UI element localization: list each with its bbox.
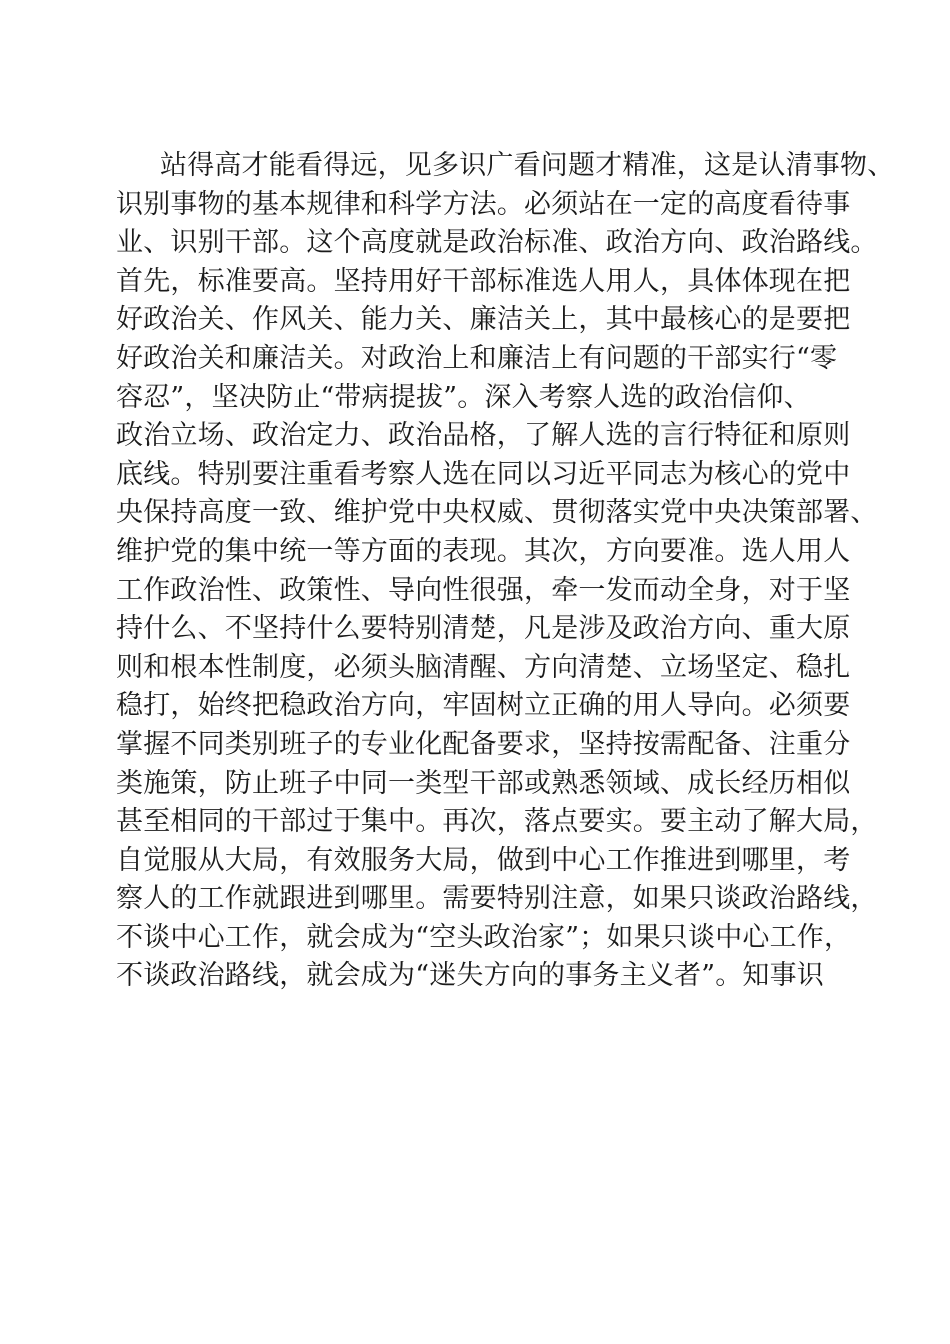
paragraph-line-19: 自觉服从大局，有效服务大局，做到中心工作推进到哪里，考 bbox=[116, 844, 851, 876]
paragraph-line-7: 容忍”，坚决防止“带病提拔”。深入考察人选的政治信仰、 bbox=[116, 381, 811, 413]
paragraph-line-5: 好政治关、作风关、能力关、廉洁关上，其中最核心的是要把 bbox=[116, 304, 851, 336]
paragraph-line-11: 维护党的集中统一等方面的表现。其次，方向要准。选人用人 bbox=[116, 535, 851, 567]
paragraph-line-10: 央保持高度一致、维护党中央权威、贯彻落实党中央决策部署、 bbox=[116, 497, 878, 529]
paragraph-line-1: 站得高才能看得远，见多识广看问题才精准，这是认清事物、 bbox=[160, 150, 895, 181]
paragraph-line-9: 底线。特别要注重看考察人选在同以习近平同志为核心的党中 bbox=[116, 458, 851, 490]
paragraph-line-8: 政治立场、政治定力、政治品格，了解人选的言行特征和原则 bbox=[116, 420, 851, 452]
paragraph-line-2: 识别事物的基本规律和科学方法。必须站在一定的高度看待事 bbox=[116, 188, 851, 220]
paragraph-line-14: 则和根本性制度，必须头脑清醒、方向清楚、立场坚定、稳扎 bbox=[116, 651, 851, 683]
paragraph-line-21: 不谈中心工作，就会成为“空头政治家”；如果只谈中心工作， bbox=[116, 921, 852, 953]
paragraph-line-6: 好政治关和廉洁关。对政治上和廉洁上有问题的干部实行“零 bbox=[116, 342, 838, 374]
body-paragraph bbox=[116, 147, 895, 996]
paragraph-line-15: 稳打，始终把稳政治方向，牢固树立正确的用人导向。必须要 bbox=[116, 690, 851, 722]
paragraph-line-20: 察人的工作就跟进到哪里。需要特别注意，如果只谈政治路线， bbox=[116, 883, 878, 915]
paragraph-line-17: 类施策，防止班子中同一类型干部或熟悉领域、成长经历相似 bbox=[116, 767, 851, 799]
paragraph-line-16: 掌握不同类别班子的专业化配备要求，坚持按需配备、注重分 bbox=[116, 728, 851, 760]
paragraph-line-12: 工作政治性、政策性、导向性很强，牵一发而动全身，对于坚 bbox=[116, 574, 851, 606]
paragraph-line-13: 持什么、不坚持什么要特别清楚，凡是涉及政治方向、重大原 bbox=[116, 613, 851, 645]
paragraph-line-4: 首先，标准要高。坚持用好干部标准选人用人，具体体现在把 bbox=[116, 265, 851, 297]
paragraph-line-3: 业、识别干部。这个高度就是政治标准、政治方向、政治路线。 bbox=[116, 227, 878, 259]
paragraph-line-18: 甚至相同的干部过于集中。再次，落点要实。要主动了解大局， bbox=[116, 806, 878, 838]
paragraph-line-22: 不谈政治路线，就会成为“迷失方向的事务主义者”。知事识 bbox=[116, 960, 825, 992]
